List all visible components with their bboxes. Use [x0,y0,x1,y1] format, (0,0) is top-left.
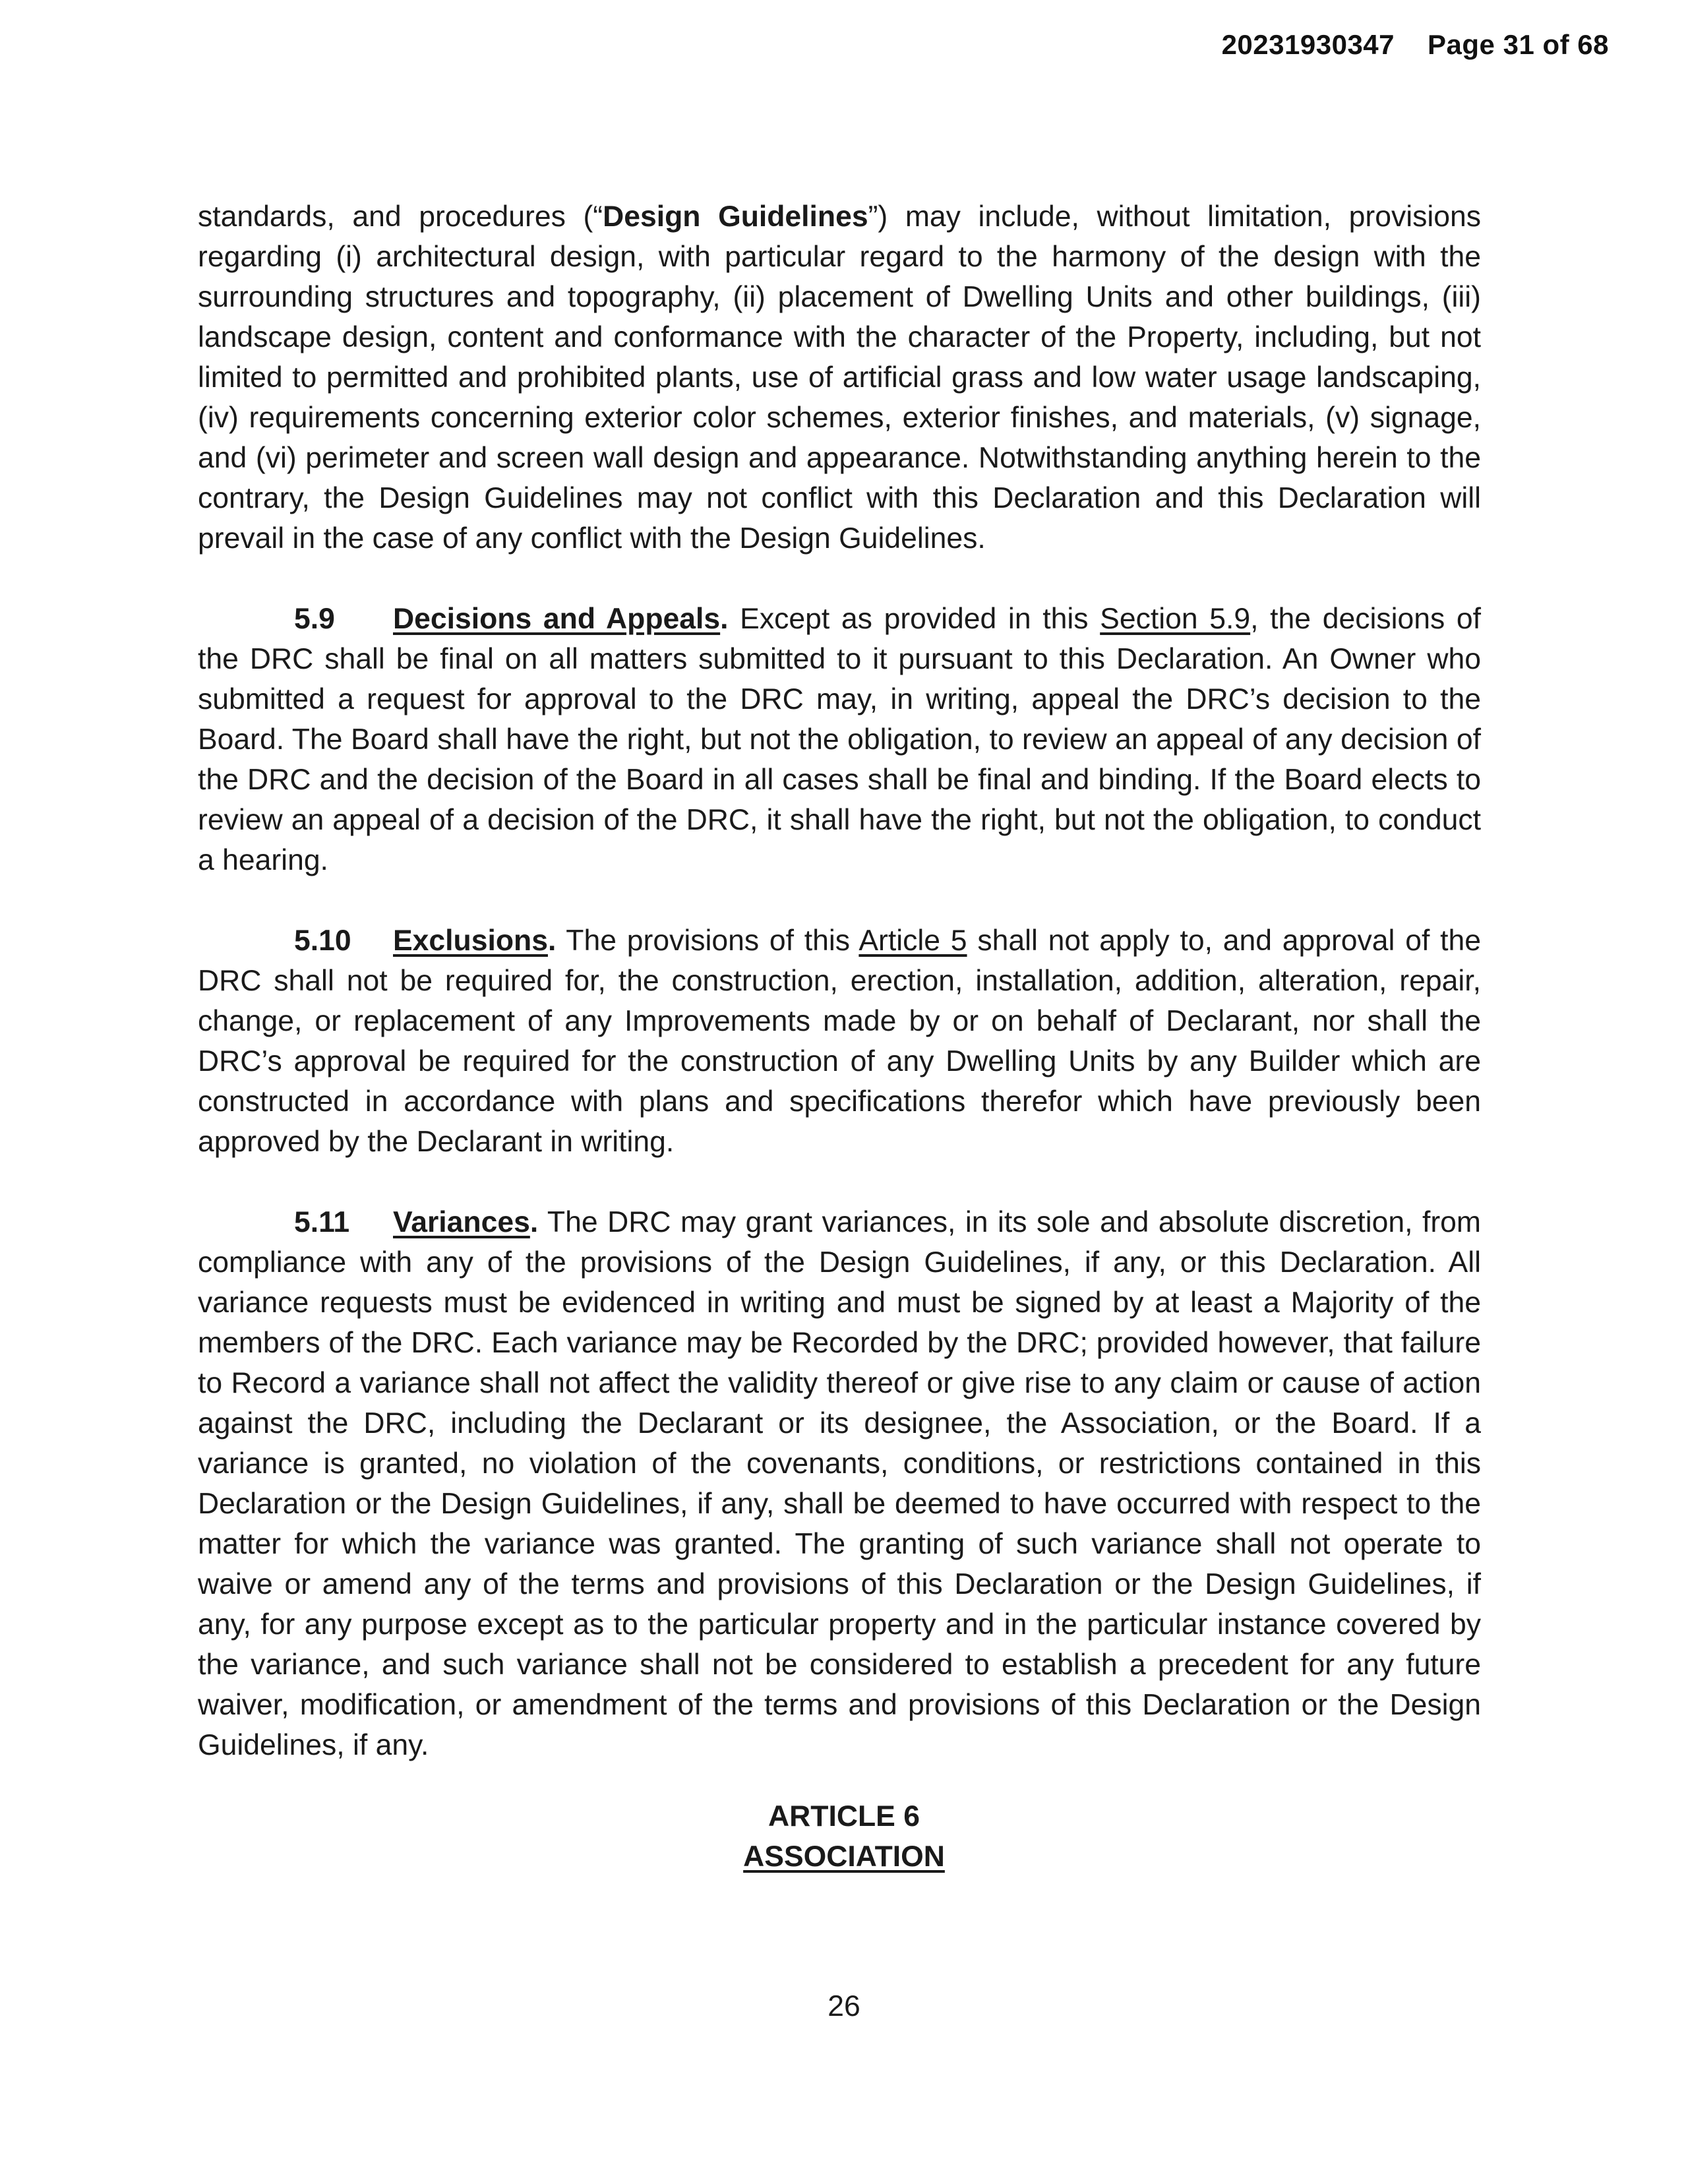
page-indicator: Page 31 of 68 [1428,29,1609,60]
article-label: ARTICLE 6 [768,1800,920,1833]
defined-term-design-guidelines: Design Guidelines [603,200,868,233]
article-heading [0,1796,1688,1877]
section-title: Exclusions [393,925,548,957]
cross-reference-link: Article 5 [859,925,967,957]
section-number: 5.10 [294,925,351,957]
document-body [198,197,1481,1765]
page-number: 26 [828,1990,860,2022]
design-guidelines-paragraph: standards, and procedures (“Design Guidelines”) may include, without limitation, provisions regarding (i) architectural design, with particular regard to the harmony of the design with the surrounding structures and topography, (ii) placement of Dwelling Units and other buildings, (iii) landscape design, content and conformance with the character of the Property, including, but not limited to permitted and prohibited plants, use of artificial grass and low water usage landscaping, (iv) requirements concerning exterior color schemes, exterior finishes, and materials, (v) signage, and (vi) perimeter and screen wall design and appearance. Notwithstanding anything herein to the contrary, the Design Guidelines may not conflict with this Declaration and this Declaration will prevail in the case of any conflict with the Design Guidelines. [198,200,1481,555]
section-number: 5.11 [294,1206,350,1238]
section-title: Variances [393,1206,530,1238]
cross-reference-link: Section 5.9 [1100,603,1251,635]
section-number: 5.9 [294,603,335,635]
article-title: ASSOCIATION [743,1840,945,1873]
page-header [1222,29,1609,61]
document-number: 20231930347 [1221,29,1395,60]
section-title: Decisions and Appeals [393,603,721,635]
section-5-10: 5.10 Exclusions. The provisions of this Article 5 shall not apply to, and approval of the DRC shall not be required for, the construction, erection, installation, addition, alteration, repair, change, or replacement of any Improvements made by or on behalf of Declarant, nor shall the DRC’s approval be required for the construction of any Dwelling Units by any Builder which are constructed in accordance with plans and specifications therefor which have previously been approved by the Declarant in writing. [198,921,1481,1162]
section-5-11: 5.11 Variances. The DRC may grant variances, in its sole and absolute discretion, from compliance with any of the provisions of the Design Guidelines, if any, or this Declaration. All variance requests must be evidenced in writing and must be signed by at least a Majority of the members of the DRC. Each variance may be Recorded by the DRC; provided however, that failure to Record a variance shall not affect the validity thereof or give rise to any claim or cause of action against the DRC, including the Declarant or its designee, the Association, or the Board. If a variance is granted, no violation of the covenants, conditions, or restrictions contained in this Declaration or the Design Guidelines, if any, shall be deemed to have occurred with respect to the matter for which the variance was granted. The granting of such variance shall not operate to waive or amend any of the terms and provisions of this Declaration or the Design Guidelines, if any, for any purpose except as to the particular property and in the particular instance covered by the variance, and such variance shall not be considered to establish a precedent for any future waiver, modification, or amendment of the terms and provisions of this Declaration or the Design Guidelines, if any. [198,1202,1481,1765]
section-5-9: 5.9 Decisions and Appeals. Except as provided in this Section 5.9, the decisions of the DRC shall be final on all matters submitted to it pursuant to this Declaration. An Owner who submitted a request for approval to the DRC may, in writing, appeal the DRC’s decision to the Board. The Board shall have the right, but not the obligation, to review an appeal of any decision of the DRC and the decision of the Board in all cases shall be final and binding. If the Board elects to review an appeal of a decision of the DRC, it shall have the right, but not the obligation, to conduct a hearing. [198,599,1481,880]
